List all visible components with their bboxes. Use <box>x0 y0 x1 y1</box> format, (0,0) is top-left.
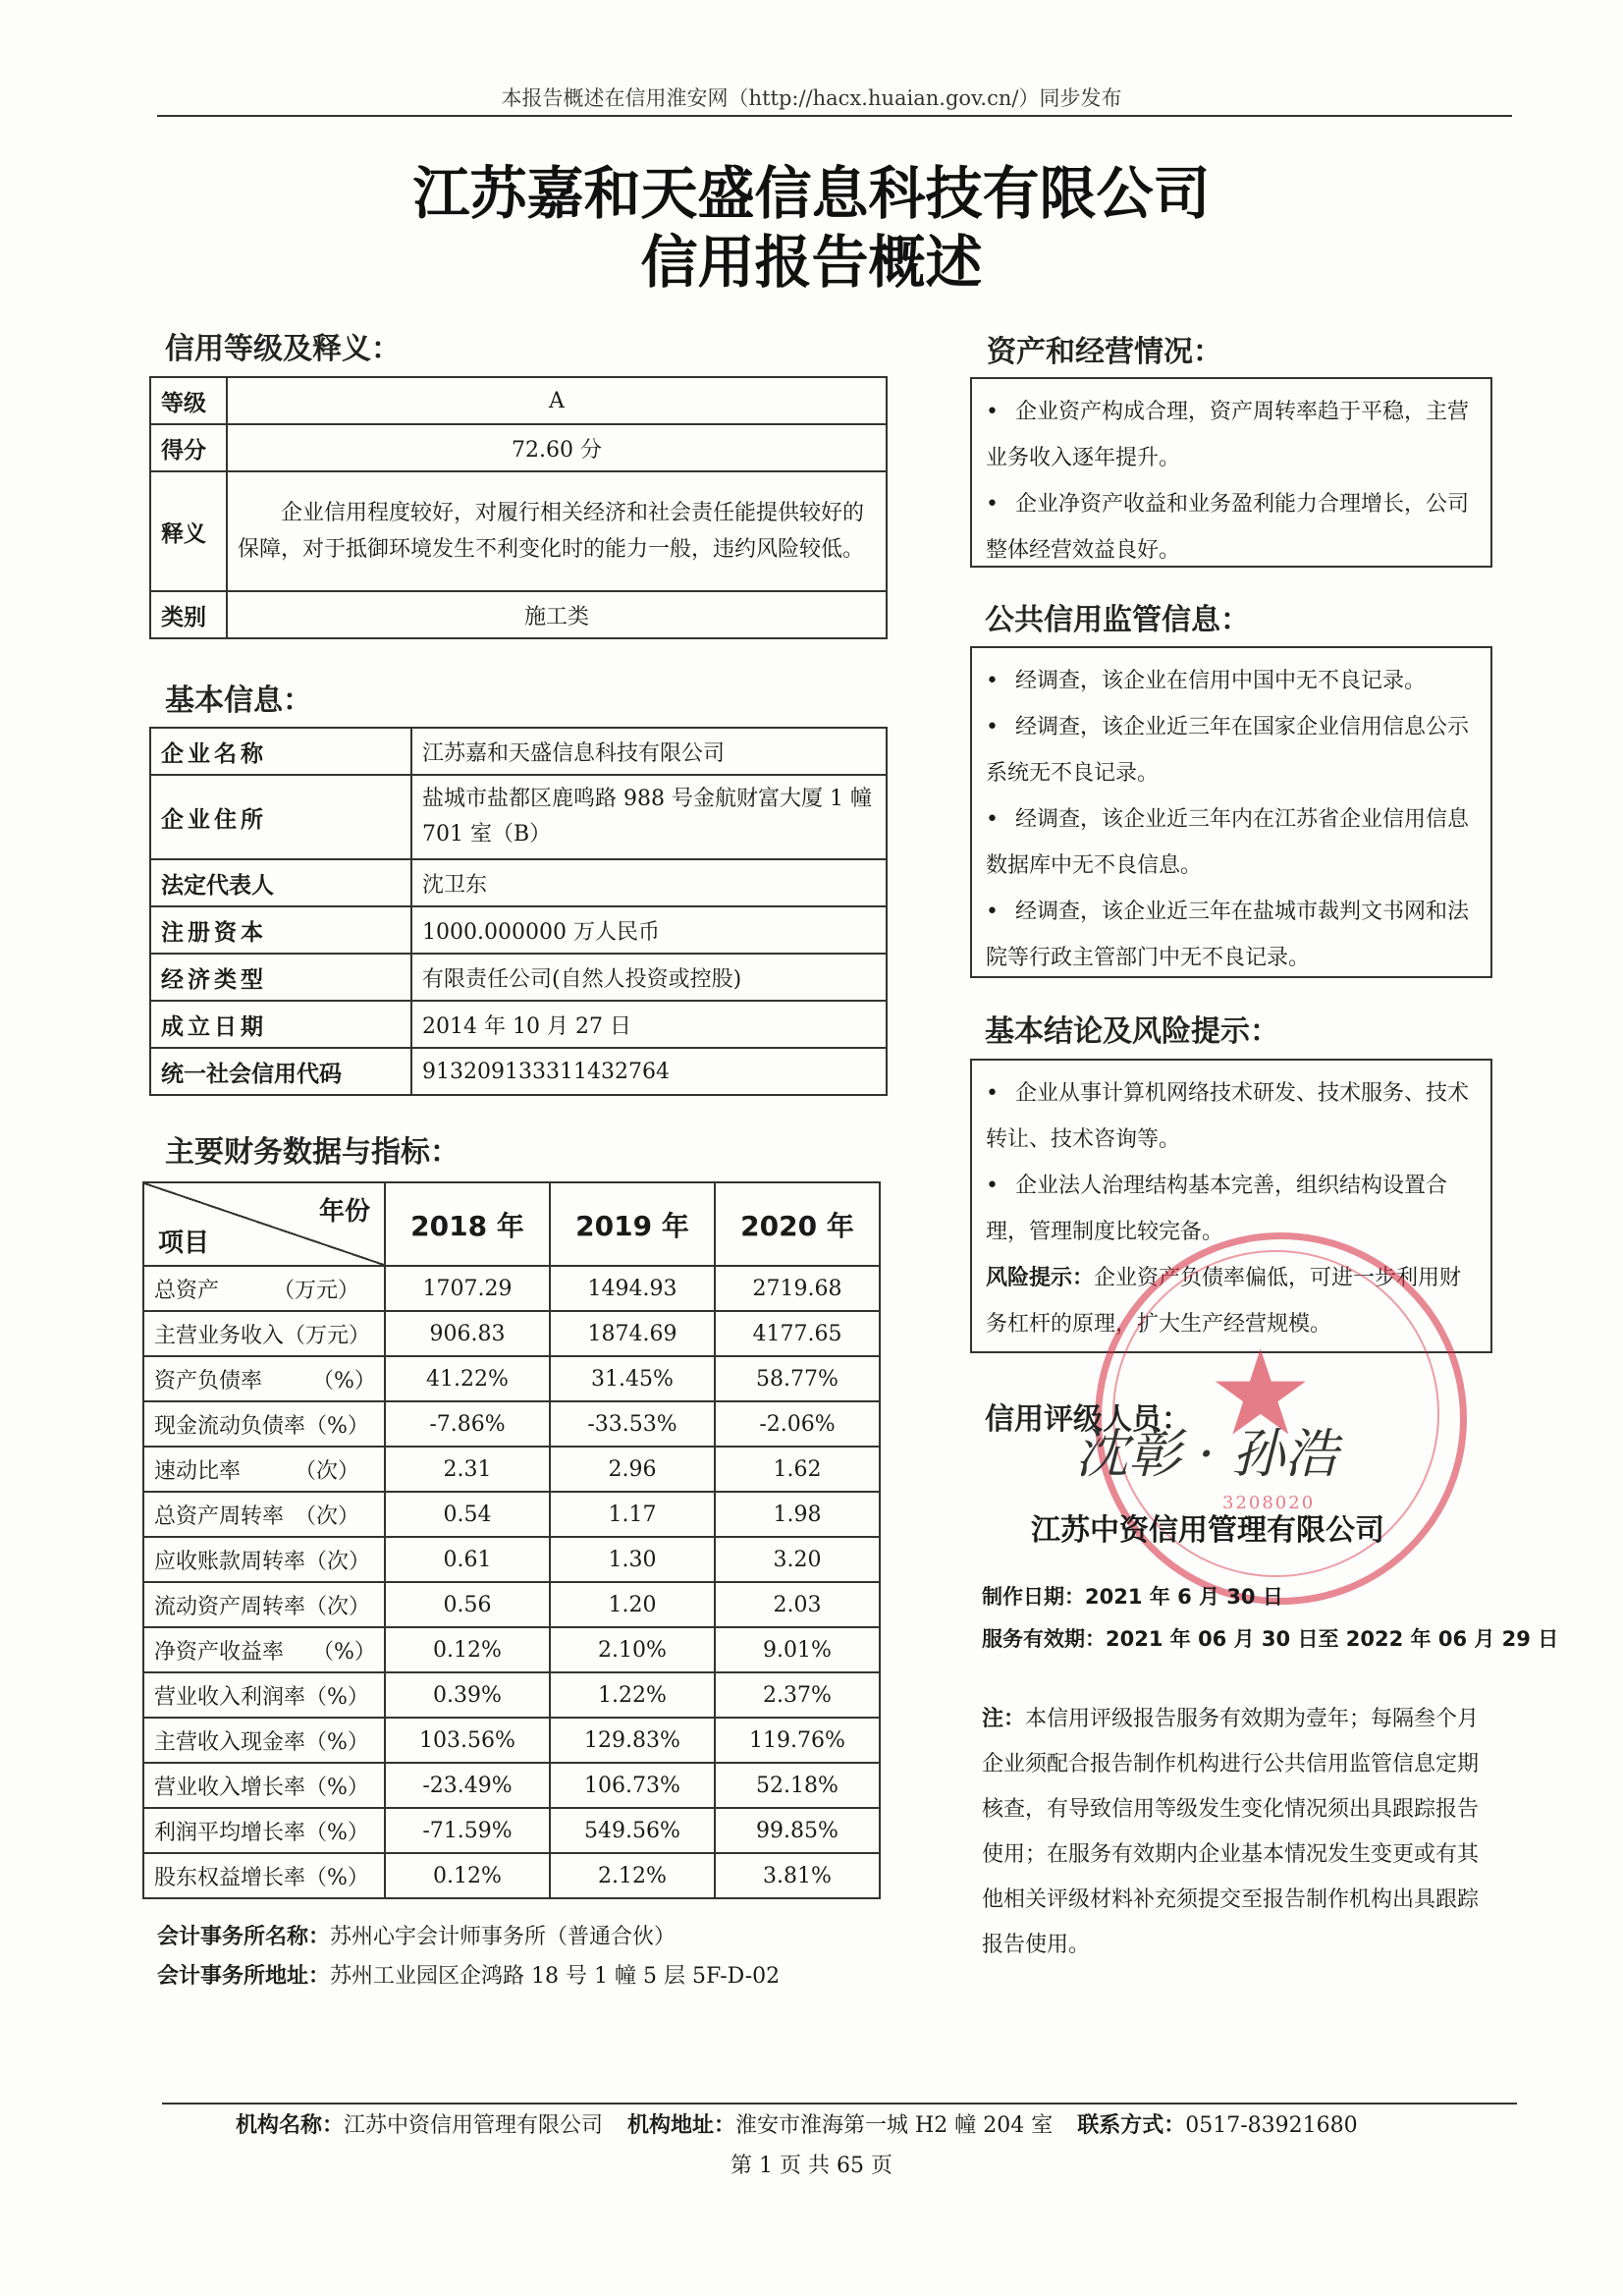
row-label: 营业收入利润率（%） <box>143 1672 385 1718</box>
accounting-firm-name-label: 会计事务所名称： <box>157 1925 331 1949</box>
basic-info-table <box>149 727 888 1096</box>
cell-value: 58.77% <box>715 1356 880 1401</box>
info-label-econ-type: 经济类型 <box>150 954 411 1001</box>
raters-label: 信用评级人员： <box>985 1402 1191 1437</box>
accounting-firm-address-label: 会计事务所地址： <box>157 1964 331 1989</box>
cell-value: 119.76% <box>715 1718 880 1763</box>
bullet-icon: • <box>986 807 999 832</box>
cell-value: 106.73% <box>550 1763 715 1808</box>
footer-info <box>236 2108 1358 2139</box>
table-row <box>143 1401 880 1447</box>
table-row <box>143 1537 880 1582</box>
validity-note <box>982 1697 1483 1968</box>
footer-addr-label: 机构地址： <box>627 2113 736 2138</box>
cell-value: 1.22% <box>550 1672 715 1718</box>
bullet-icon: • <box>986 492 999 517</box>
rating-value-grade: A <box>227 377 887 424</box>
list-item: • 企业法人治理结构基本完善，组织结构设置合理，管理制度比较完备。 <box>986 1163 1477 1255</box>
rating-label-score: 得分 <box>150 424 227 471</box>
accounting-firm-name-line <box>157 1920 676 1950</box>
table-row <box>143 1718 880 1763</box>
valid-period: 2021 年 06 月 30 日至 2022 年 06 月 29 日 <box>1106 1627 1559 1651</box>
cell-value: -71.59% <box>385 1808 550 1853</box>
rating-company: 江苏中资信用管理有限公司 <box>1031 1513 1384 1548</box>
cell-value: 2719.68 <box>715 1266 880 1311</box>
row-label: 利润平均增长率（%） <box>143 1808 385 1853</box>
list-item: • 企业从事计算机网络技术研发、技术服务、技术转让、技术咨询等。 <box>986 1070 1477 1163</box>
footer-addr: 淮安市淮海第一城 H2 幢 204 室 <box>735 2113 1054 2138</box>
accounting-firm-name: 苏州心宇会计师事务所（普通合伙） <box>330 1925 676 1949</box>
table-row <box>143 1627 880 1672</box>
bullet-icon: • <box>986 715 999 739</box>
info-value-founded: 2014 年 10 月 27 日 <box>411 1001 887 1048</box>
cell-value: -33.53% <box>550 1401 715 1447</box>
cell-value: 2.03 <box>715 1582 880 1627</box>
list-item: • 经调查，该企业在信用中国中无不良记录。 <box>986 658 1477 704</box>
row-label: 主营收入现金率（%） <box>143 1718 385 1763</box>
cell-value: 0.56 <box>385 1582 550 1627</box>
table-row <box>143 1582 880 1627</box>
cell-value: 1.62 <box>715 1447 880 1492</box>
list-item: • 经调查，该企业近三年内在江苏省企业信用信息数据库中无不良信息。 <box>986 796 1477 889</box>
row-label: 营业收入增长率（%） <box>143 1763 385 1808</box>
row-label: 总资产周转率 （次） <box>143 1492 385 1537</box>
cell-value: 1.20 <box>550 1582 715 1627</box>
note-text: 本信用评级报告服务有效期为壹年；每隔叁个月企业须配合报告制作机构进行公共信用监管信息定期核查，有导致信用等级发生变化情况须出具跟踪报告使用；在服务有效期内企业基本情况发生变更或有其他相关评级材料补充须提交至报告制作机构出具跟踪报告使用。 <box>982 1707 1480 1957</box>
rater-signature: 沈彰 · 孙浩 <box>1075 1423 1338 1485</box>
cell-value: -2.06% <box>715 1401 880 1447</box>
rating-label-explanation: 释义 <box>150 471 227 591</box>
cell-value: 41.22% <box>385 1356 550 1401</box>
cell-value: 0.54 <box>385 1492 550 1537</box>
page-number: 第 1 页 共 65 页 <box>730 2154 893 2178</box>
bullet-icon: • <box>986 1081 999 1106</box>
row-label: 现金流动负债率（%） <box>143 1401 385 1447</box>
report-title-company: 江苏嘉和天盛信息科技有限公司 <box>412 160 1211 227</box>
valid-period-label: 服务有效期： <box>982 1627 1106 1651</box>
credit-rating-table <box>149 376 888 639</box>
rating-value-score: 72.60 分 <box>227 424 887 471</box>
row-label: 股东权益增长率（%） <box>143 1853 385 1898</box>
financial-heading: 主要财务数据与指标： <box>165 1135 460 1170</box>
made-date: 2021 年 6 月 30 日 <box>1085 1585 1283 1609</box>
footer-org-label: 机构名称： <box>236 2113 345 2138</box>
info-label-address: 企业住所 <box>150 775 411 859</box>
row-label: 应收账款周转率（次） <box>143 1537 385 1582</box>
table-row <box>143 1266 880 1311</box>
assets-heading: 资产和经营情况： <box>987 335 1222 369</box>
cell-value: 4177.65 <box>715 1311 880 1356</box>
list-item: • 经调查，该企业近三年在国家企业信用信息公示系统无不良记录。 <box>986 704 1477 796</box>
table-row <box>143 1311 880 1356</box>
info-label-legal-rep: 法定代表人 <box>150 859 411 906</box>
risk-note: 风险提示：企业资产负债率偏低，可进一步利用财务杠杆的原理，扩大生产经营规模。 <box>986 1266 1462 1337</box>
year-header: 2019 年 <box>550 1182 715 1266</box>
made-date-line <box>982 1581 1283 1611</box>
bullet-icon: • <box>986 400 999 424</box>
cell-value: 1.30 <box>550 1537 715 1582</box>
header-divider <box>157 115 1512 117</box>
financial-corner-cell <box>143 1182 385 1266</box>
cell-value: 0.12% <box>385 1627 550 1672</box>
cell-value: 1707.29 <box>385 1266 550 1311</box>
cell-value: 2.10% <box>550 1627 715 1672</box>
cell-value: 2.31 <box>385 1447 550 1492</box>
valid-period-line <box>982 1623 1558 1653</box>
footer-org: 江苏中资信用管理有限公司 <box>344 2113 604 2138</box>
cell-value: 3.20 <box>715 1537 880 1582</box>
info-value-legal-rep: 沈卫东 <box>411 859 887 906</box>
note-label: 注： <box>982 1707 1026 1731</box>
info-label-capital: 注册资本 <box>150 906 411 954</box>
public-credit-heading: 公共信用监管信息： <box>985 603 1250 637</box>
info-value-credit-code: 913209133311432764 <box>411 1048 887 1095</box>
financial-table <box>142 1181 881 1899</box>
cell-value: -23.49% <box>385 1763 550 1808</box>
footer-divider <box>162 2103 1517 2105</box>
made-date-label: 制作日期： <box>982 1585 1085 1609</box>
info-value-capital: 1000.000000 万人民币 <box>411 906 887 954</box>
cell-value: 0.39% <box>385 1672 550 1718</box>
footer-contact: 0517-83921680 <box>1185 2113 1358 2138</box>
bullet-icon: • <box>986 900 999 924</box>
cell-value: 0.61 <box>385 1537 550 1582</box>
cell-value: -7.86% <box>385 1401 550 1447</box>
seal-code: 3208020 <box>1222 1493 1316 1513</box>
cell-value: 1874.69 <box>550 1311 715 1356</box>
bullet-icon: • <box>986 669 999 693</box>
table-row <box>143 1853 880 1898</box>
year-header: 2020 年 <box>715 1182 880 1266</box>
row-label: 速动比率 （次） <box>143 1447 385 1492</box>
corner-item-label: 项目 <box>158 1229 210 1258</box>
risk-label: 风险提示： <box>986 1266 1095 1290</box>
cell-value: 52.18% <box>715 1763 880 1808</box>
cell-value: 2.37% <box>715 1672 880 1718</box>
cell-value: 9.01% <box>715 1627 880 1672</box>
list-item: • 企业净资产收益和业务盈利能力合理增长，公司整体经营效益良好。 <box>986 481 1477 574</box>
table-row <box>143 1808 880 1853</box>
list-item: • 经调查，该企业近三年在盐城市裁判文书网和法院等行政主管部门中无不良记录。 <box>986 889 1477 981</box>
footer-contact-label: 联系方式： <box>1077 2113 1186 2138</box>
rating-label-grade: 等级 <box>150 377 227 424</box>
assets-box <box>970 377 1492 568</box>
cell-value: 2.96 <box>550 1447 715 1492</box>
corner-year-label: 年份 <box>318 1197 370 1227</box>
header-note: 本报告概述在信用淮安网（http://hacx.huaian.gov.cn/）同步发布 <box>501 86 1122 110</box>
row-label: 流动资产周转率（次） <box>143 1582 385 1627</box>
cell-value: 1.98 <box>715 1492 880 1537</box>
year-header: 2018 年 <box>385 1182 550 1266</box>
cell-value: 906.83 <box>385 1311 550 1356</box>
report-title-subtitle: 信用报告概述 <box>640 229 983 296</box>
cell-value: 2.12% <box>550 1853 715 1898</box>
row-label: 资产负债率 （%） <box>143 1356 385 1401</box>
seal-star-icon: ★ <box>1208 1326 1314 1462</box>
cell-value: 129.83% <box>550 1718 715 1763</box>
accounting-firm-address-line <box>157 1959 780 1990</box>
cell-value: 0.12% <box>385 1853 550 1898</box>
table-row <box>143 1672 880 1718</box>
cell-value: 99.85% <box>715 1808 880 1853</box>
row-label: 主营业务收入（万元） <box>143 1311 385 1356</box>
credit-rating-heading: 信用等级及释义： <box>165 332 401 366</box>
cell-value: 1494.93 <box>550 1266 715 1311</box>
cell-value: 1.17 <box>550 1492 715 1537</box>
table-row <box>143 1447 880 1492</box>
conclusion-heading: 基本结论及风险提示： <box>985 1014 1279 1049</box>
info-value-name: 江苏嘉和天盛信息科技有限公司 <box>411 728 887 775</box>
accounting-firm-address: 苏州工业园区企鸿路 18 号 1 幢 5 层 5F-D-02 <box>330 1964 781 1989</box>
cell-value: 549.56% <box>550 1808 715 1853</box>
info-label-founded: 成立日期 <box>150 1001 411 1048</box>
cell-value: 31.45% <box>550 1356 715 1401</box>
row-label: 净资产收益率 （%） <box>143 1627 385 1672</box>
rating-value-category: 施工类 <box>227 591 887 638</box>
row-label: 总资产 （万元） <box>143 1266 385 1311</box>
info-value-address: 盐城市盐都区鹿鸣路 988 号金航财富大厦 1 幢 701 室（B） <box>411 775 887 859</box>
info-value-econ-type: 有限责任公司(自然人投资或控股) <box>411 954 887 1001</box>
info-label-name: 企业名称 <box>150 728 411 775</box>
table-row <box>143 1356 880 1401</box>
public-credit-box <box>970 646 1492 978</box>
rating-value-explanation: 企业信用程度较好，对履行相关经济和社会责任能提供较好的保障，对于抵御环境发生不利变化时的能力一般，违约风险较低。 <box>227 471 887 591</box>
table-row <box>143 1492 880 1537</box>
cell-value: 103.56% <box>385 1718 550 1763</box>
basic-info-heading: 基本信息： <box>165 683 312 718</box>
cell-value: 3.81% <box>715 1853 880 1898</box>
rating-label-category: 类别 <box>150 591 227 638</box>
bullet-icon: • <box>986 1174 999 1198</box>
list-item: • 企业资产构成合理，资产周转率趋于平稳，主营业务收入逐年提升。 <box>986 389 1477 481</box>
info-label-credit-code: 统一社会信用代码 <box>150 1048 411 1095</box>
table-row <box>143 1763 880 1808</box>
